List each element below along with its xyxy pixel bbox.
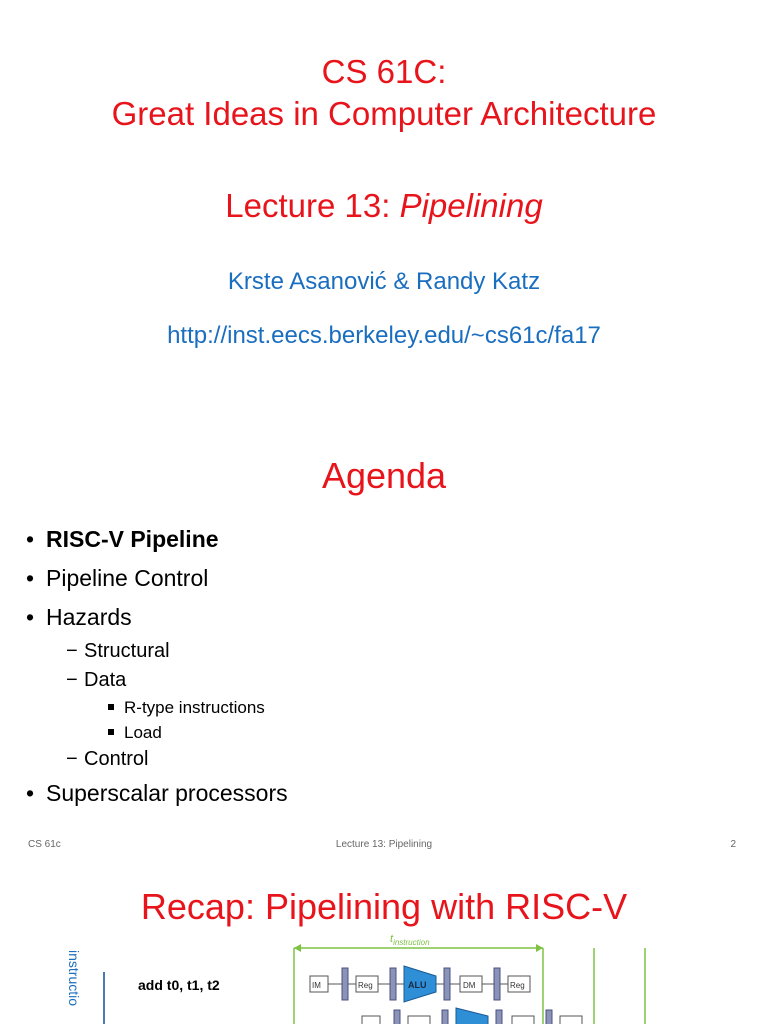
instruction-text: add t0, t1, t2 [138,977,220,993]
agenda-slide [0,420,768,860]
agenda-item-label: Superscalar processors [46,780,288,806]
agenda-item-hazards [26,598,288,637]
lecture-title [0,186,768,226]
pipeline-row-1 [310,966,530,1002]
stage-dm-label: DM [463,981,476,990]
footer-page-number: 2 [730,839,736,850]
agenda-subsubitem-rtype [26,695,288,720]
bullet-marker: • [26,780,35,806]
authors: Krste Asanović & Randy Katz [227,268,541,295]
lecture-prefix: Lecture 13: [225,187,400,224]
bullet-marker: • [26,526,35,552]
agenda-item-label: RISC-V Pipeline [46,526,219,552]
agenda-subitem-control [26,745,288,774]
arrow-right-icon [536,944,543,952]
instruction-axis-label: instructio [66,950,82,1007]
pipeline-register [494,968,500,1000]
pipeline-row-2 [362,1008,582,1024]
t-subscript: instruction [393,938,430,947]
pipeline-register [390,968,396,1000]
agenda-item-label: Pipeline Control [46,565,209,591]
lecture-topic: Pipelining [399,187,543,224]
course-url-link[interactable]: http://inst.eecs.berkeley.edu/~cs61c/fa17 [167,322,601,349]
bullet-marker: • [26,604,35,630]
agenda-subsubitem-label: R-type instructions [124,698,265,717]
stage-reg2-label: Reg [510,981,525,990]
dash-marker: − [66,640,78,662]
dash-marker: − [66,669,78,691]
pipeline-diagram [280,926,680,1024]
agenda-item-pipeline-control [26,559,288,598]
agenda-item-riscv-pipeline [26,520,288,559]
recap-slide [0,860,768,1024]
t-instruction-label [390,933,430,947]
stage-alu-label: ALU [408,980,427,990]
agenda-list [26,520,288,813]
course-code: CS 61C: [321,53,447,90]
stage-im-label: IM [312,981,321,990]
agenda-item-label: Hazards [46,604,132,630]
agenda-subsubitem-label: Load [124,723,162,742]
footer-lecture: Lecture 13: Pipelining [335,839,433,850]
square-bullet-icon [108,704,114,710]
agenda-subitem-label: Control [84,748,149,770]
footer-course: CS 61c [28,839,61,850]
dash-marker: − [66,748,78,770]
course-title: Great Ideas in Computer Architecture [111,95,657,132]
recap-title: Recap: Pipelining with RISC-V [140,886,628,927]
pipeline-register [444,968,450,1000]
agenda-subsubitem-load [26,720,288,745]
agenda-subitem-label: Structural [84,640,170,662]
instruction-axis-line [103,972,105,1024]
bullet-marker: • [26,565,35,591]
agenda-subitem-data [26,666,288,695]
agenda-subitem-structural [26,637,288,666]
arrow-left-icon [294,944,301,952]
t-letter: t [390,933,394,945]
square-bullet-icon [108,729,114,735]
pipeline-register [342,968,348,1000]
stage-reg-label: Reg [358,981,373,990]
agenda-subitem-label: Data [84,669,127,691]
title-slide [0,0,768,410]
agenda-title: Agenda [321,455,447,496]
agenda-item-superscalar [26,774,288,813]
